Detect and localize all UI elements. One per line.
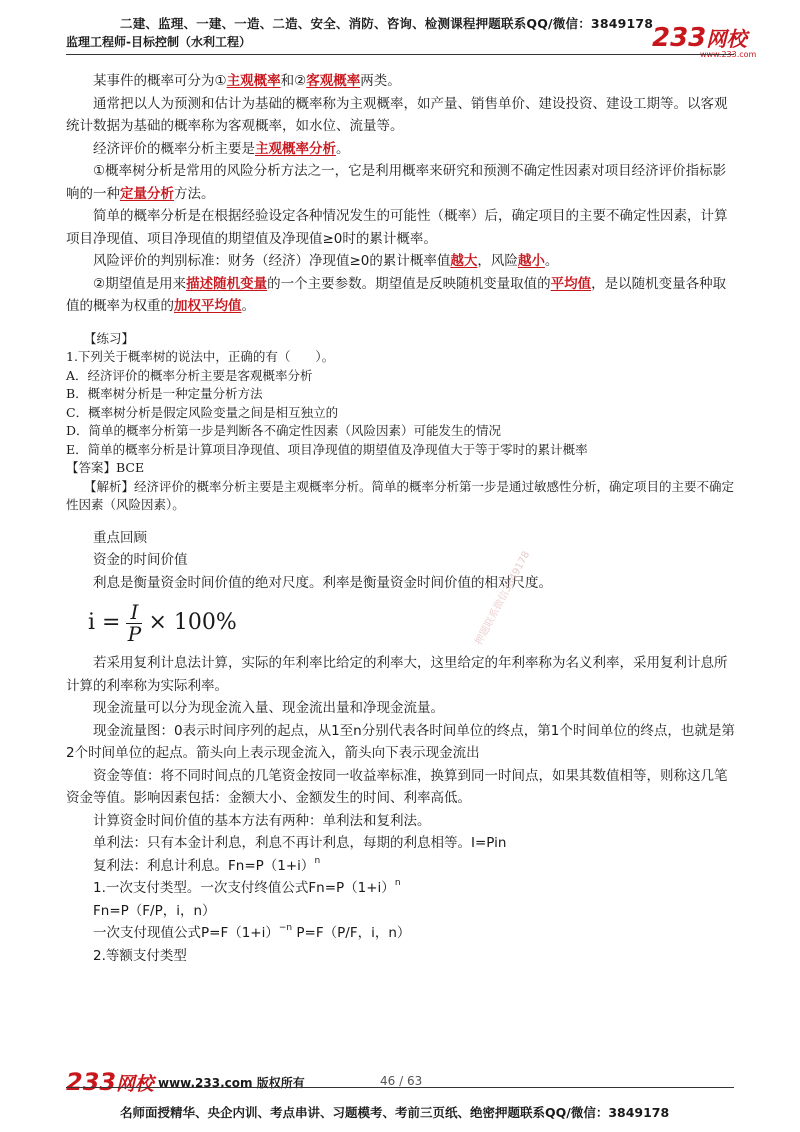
watermark: 押题联系微信3849178 — [473, 549, 533, 648]
review-paragraph: 一次支付现值公式$P=F(1+i)^{-n}$ P=F（P/F，i，n） — [93, 923, 411, 941]
review-paragraph: 单利法：只有本金计利息，利息不再计利息，每期的利息相等。I=Pin — [93, 835, 507, 851]
page-number: 46 / 63 — [380, 1074, 423, 1088]
paragraph-simple-analysis: 简单的概率分析是在根据经验设定各种情况发生的可能性（概率）后，确定项目的主要不确定性因素，计算项目净现值、项目净现值的期望值及净现值≥0时的累计概率。 — [66, 208, 728, 247]
paragraph-expected-value: ②期望值是用来描述随机变量的一个主要参数。期望值是反映随机变量取值的平均值，是以随机变量各种取值的概率为权重的加权平均值。 — [66, 275, 727, 314]
footer-logo — [66, 1068, 154, 1096]
header-logo-url: www.233.com — [700, 50, 757, 59]
review-line: 利息是衡量资金时间价值的绝对尺度。利率是衡量资金时间价值的相对尺度。 — [93, 574, 552, 591]
header-contact-line: 二建、监理、一建、一造、二造、安全、消防、咨询、检测课程押题联系QQ/微信：3849178 — [120, 16, 654, 31]
exercise-question: 1.下列关于概率树的说法中，正确的有（ ）。 — [66, 349, 335, 364]
review-paragraph: 若采用复利计息法计算，实际的年利率比给定的利率大，这里给定的年利率称为名义利率，采用复利计息所计算的利率称为实际利率。 — [66, 655, 728, 694]
exercise-block — [66, 330, 736, 515]
review-paragraph: Fn=P（F/P，i，n） — [93, 902, 216, 919]
page-content — [66, 70, 736, 967]
exercise-tag: 【练习】 — [84, 330, 135, 346]
keyword-objective: 客观概率 — [306, 73, 361, 89]
paragraph-economic-evaluation: 经济评价的概率分析主要是主观概率分析。 — [93, 140, 350, 157]
review-paragraph: 2.等额支付类型 — [93, 947, 187, 964]
footer-divider — [66, 1087, 734, 1088]
review-paragraph: 1.一次支付类型。一次支付终值公式$Fn=P(1+i)^n$ — [93, 878, 401, 896]
paragraph-probability-tree: ①概率树分析是常用的风险分析方法之一，它是利用概率来研究和预测不确定性因素对项目经济评价指标影响的一种定量分析方法。 — [66, 163, 727, 202]
review-paragraph: 现金流量图：0表示时间序列的起点，从1至n分别代表各时间单位的终点，第1个时间单位的终点，也就是第2个时间单位的起点。箭头向上表示现金流入，箭头向下表示现金流出 — [66, 722, 735, 761]
header-logo — [652, 23, 747, 53]
keyword-subjective-analysis: 主观概率分析 — [255, 140, 336, 157]
review-paragraph: 资金等值：将不同时间点的几笔资金按同一收益率标准，换算到同一时间点，如果其数值相等，则称这几笔资金等值。影响因素包括：金额大小、金额发生的时间、利率高低。 — [66, 767, 728, 806]
paragraph-risk-criteria: 风险评价的判别标准：财务（经济）净现值≥0的累计概率值越大，风险越小。 — [93, 253, 559, 269]
exercise-analysis: 【解析】经济评价的概率分析主要是主观概率分析。简单的概率分析第一步是通过敏感性分析，确定项目的主要不确定性因素（风险因素）。 — [66, 478, 735, 512]
footer-copyright: www.233.com 版权所有 — [158, 1076, 305, 1090]
keyword-weighted-mean: 加权平均值 — [174, 298, 242, 314]
review-section — [66, 527, 736, 968]
review-paragraph: 计算资金时间价值的基本方法有两种：单利法和复利法。 — [93, 812, 431, 829]
keyword-subjective: 主观概率 — [226, 73, 281, 89]
header-divider — [66, 54, 734, 55]
exercise-option: A．经济评价的概率分析主要是客观概率分析 — [66, 367, 313, 383]
exercise-answer: 【答案】BCE — [66, 460, 145, 475]
interest-rate-formula: i = $\frac{I}{P}$ × 100% — [88, 599, 237, 646]
paragraph-probability-types: 某事件的概率可分为①主观概率和②客观概率两类。 — [93, 73, 401, 89]
review-title: 重点回顾 — [93, 529, 147, 546]
logo-number: 233 — [652, 23, 707, 53]
keyword-random-variable: 描述随机变量 — [186, 275, 268, 292]
paragraph-definitions: 通常把以人为预测和估计为基础的概率称为主观概率，如产量、销售单价、建设投资、建设工期等。以客观统计数据为基础的概率称为客观概率，如水位、流量等。 — [66, 95, 728, 134]
review-paragraph: 现金流量可以分为现金流入量、现金流出量和净现金流量。 — [93, 700, 444, 716]
document-subtitle: 监理工程师-目标控制（水利工程） — [66, 35, 251, 49]
keyword-larger: 越大 — [450, 253, 478, 269]
logo-text: 网校 — [116, 1074, 154, 1095]
keyword-quantitative: 定量分析 — [120, 185, 174, 202]
review-subtitle: 资金的时间价值 — [93, 552, 188, 568]
keyword-smaller: 越小 — [517, 253, 545, 269]
formula-fraction: $\frac{I}{P}$ — [127, 599, 142, 646]
exercise-option: E．简单的概率分析是计算项目净现值、项目净现值的期望值及净现值大于等于零时的累计概率 — [66, 441, 588, 457]
review-paragraph: 复利法：利息计利息。$Fn=P(1+i)^n$ — [93, 855, 321, 874]
exercise-option: C．概率树分析是假定风险变量之间是相互独立的 — [66, 404, 339, 420]
exercise-option: D．简单的概率分析第一步是判断各不确定性因素（风险因素）可能发生的情况 — [66, 423, 502, 438]
logo-text: 网校 — [706, 27, 747, 51]
exercise-option: B．概率树分析是一种定量分析方法 — [66, 386, 263, 401]
keyword-mean: 平均值 — [550, 275, 592, 292]
logo-number: 233 — [66, 1068, 117, 1096]
footer-contact-line: 名师面授精华、央企内训、考点串讲、习题模考、考前三页纸、绝密押题联系QQ/微信：3849178 — [120, 1105, 670, 1120]
